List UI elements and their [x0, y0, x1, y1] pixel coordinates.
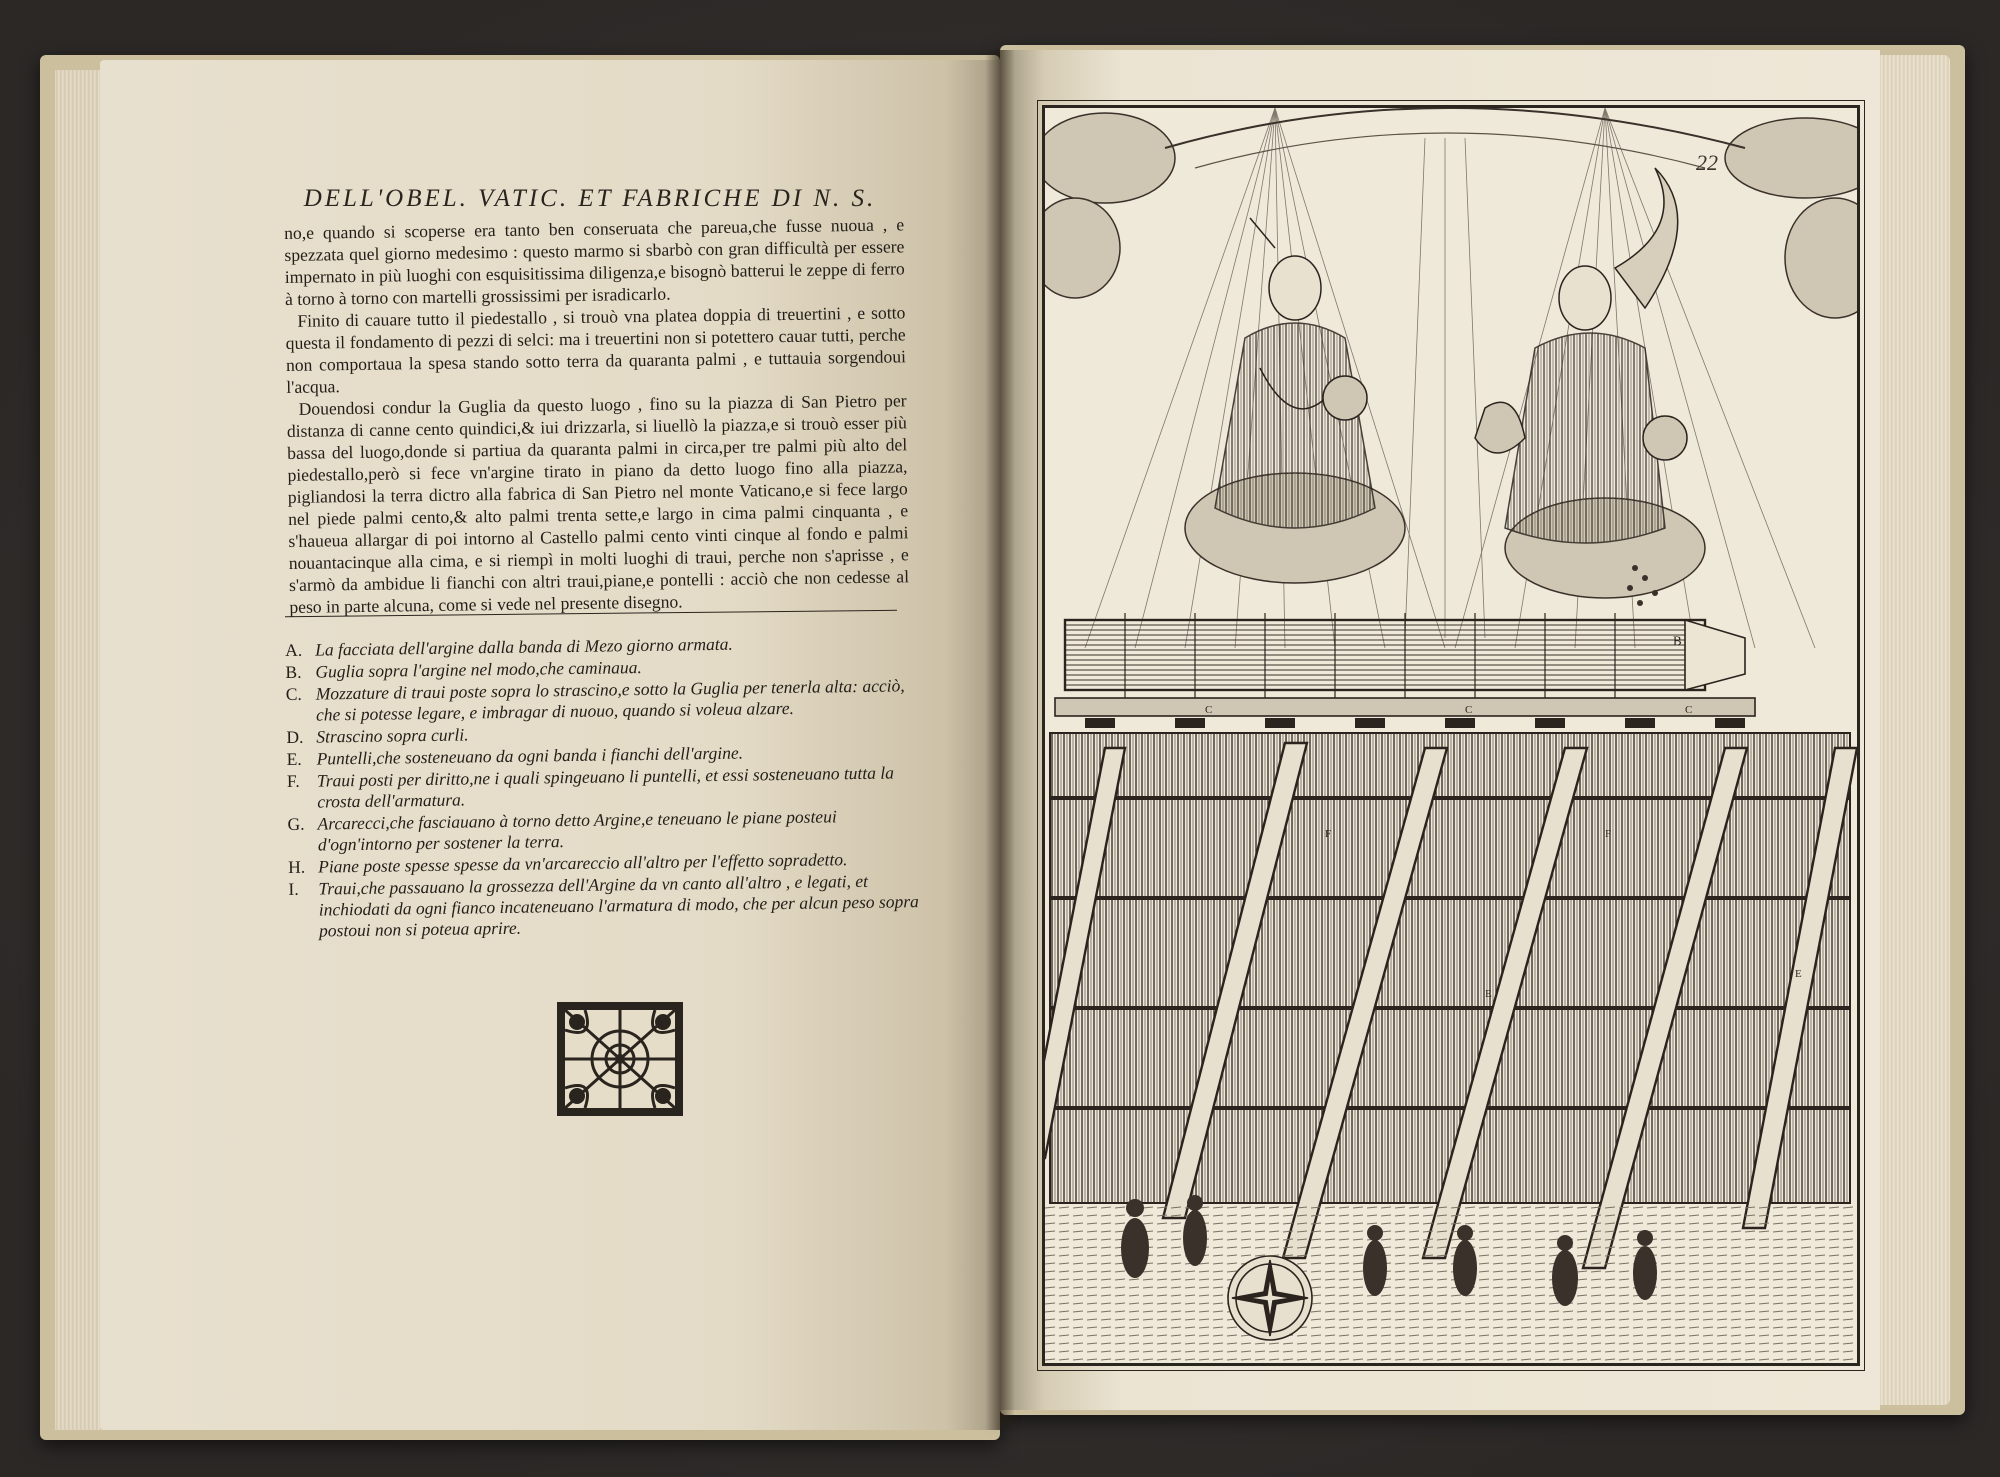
legend-item — [288, 870, 929, 942]
plate-letter-f: F — [1605, 828, 1612, 840]
legend-text: Puntelli,che sosteneuano da ogni banda i fianchi dell'argine. — [316, 742, 744, 769]
legend-text: Guglia sopra l'argine nel modo,che caminaua. — [315, 657, 642, 682]
paragraph: no,e quando si scoperse era tanto ben conseruata che pareua,che fusse nuoua , e spezzata quel giorno medesimo : questo marmo si sbarbò con gran difficultà per essere impernato in più luoghi con esquisitissima diligenza,e bisognò batterui le zeppe di ferro à torno à torno con martelli grossissimi per isradicarlo. — [284, 214, 905, 309]
legend-letter: C. — [285, 683, 302, 704]
plate-letter-c: C — [1205, 704, 1213, 716]
legend-text: Mozzature di traui poste sopra lo strascino,e sotto la Guglia per tenerla alta: acciò, che si potesse legare, e imbragar di nuouo, quando si voleua alzare. — [315, 675, 905, 725]
legend-letter: E. — [286, 748, 302, 769]
legend-item — [286, 675, 927, 726]
plate-letter-c: C — [1685, 704, 1693, 716]
legend-letter: D. — [286, 726, 304, 747]
legend-letter: H. — [288, 856, 306, 877]
legend-text: Arcarecci,che fasciauano à torno detto Argine,e teneuano le piane posteui d'ogn'intorno per sostener la terra. — [317, 806, 837, 855]
obelisk-transport-engraving — [1045, 108, 1857, 1363]
body-text — [284, 213, 909, 618]
paragraph: Finito di cauare tutto il piedestallo , si trouò vna platea doppia di treuertini , e sotto questa il fondamento di pezzi di selci: ma i treuertini non si potettero cauar tutti, perche non comportaua la spesa stando sotto terra da quaranta palmi , e tuttauia sorgendoui l'acqua. — [285, 302, 907, 397]
book-gutter — [985, 50, 1015, 1430]
plate-letter-b: B — [1673, 633, 1682, 648]
plate-letter-f: F — [1325, 828, 1332, 840]
plate-letter-c: C — [1465, 704, 1473, 716]
right-page-edges — [1870, 55, 1950, 1405]
plate-legend — [285, 631, 929, 943]
printers-ornament — [555, 1000, 685, 1118]
legend-item — [287, 805, 928, 856]
legend-text: Traui posti per diritto,ne i quali spingeuano li puntelli, et essi sosteneuano tutta la crosta dell'armatura. — [316, 762, 895, 812]
plate-letter-e: E — [1485, 988, 1492, 1000]
legend-text: Traui,che passauano la grossezza dell'Argine da vn canto all'altro , e legati, et inchiodati da ogni fianco incateneuano l'armatura di modo, che per alcun peso sopra postoui non si poteua aprire. — [318, 870, 919, 941]
plate-letter-e: E — [1795, 968, 1802, 980]
running-head: DELL'OBEL. VATIC. ET FABRICHE DI N. S. — [303, 185, 877, 212]
engraving-plate — [1042, 105, 1860, 1366]
legend-letter: A. — [285, 639, 303, 660]
legend-text: La facciata dell'argine dalla banda di Mezo giorno armata. — [314, 633, 733, 660]
legend-text: Piane poste spesse spesse da vn'arcareccio all'altro per l'effetto sopradetto. — [318, 849, 848, 877]
legend-letter: G. — [287, 813, 305, 834]
legend-letter: I. — [288, 878, 299, 899]
legend-letter: F. — [286, 770, 300, 791]
paragraph: Douendosi condur la Guglia da questo luogo , fino su la piazza di San Pietro per distanza di canne cento quindici,& iui drizzarla, si liuellò la piazza,e si trouò esser più bassa del luogo,donde si partiua da quaranta palmi in circa,per tre palmi più alto del piedestallo,però si fece vn'argine tirato in piano da detto luogo fino alla piazza, pigliandosi la terra dictro alla fabrica di San Pietro nel monte Vaticano,e si fece largo nel piede palmi cento,& alto palmi trenta sette,e largo in cima palmi cinquanta , e s'haueua allargar di poi intorno al Castello palmi cento vinti cinque al fondo e palmi nouantacinque alla cima, e si riempì in molti luoghi di traui, perche non s'aprisse , e s'armò da ambidue li fianchi con altri traui,piane,e pontelli : acciò che non cedesse al peso in parte alcuna, come si vede nel presente disegno. — [286, 390, 910, 617]
legend-letter: B. — [285, 661, 302, 682]
legend-text: Strascino sopra curli. — [316, 724, 469, 747]
legend-item — [287, 762, 928, 813]
page-number: 22 — [1696, 150, 1718, 175]
